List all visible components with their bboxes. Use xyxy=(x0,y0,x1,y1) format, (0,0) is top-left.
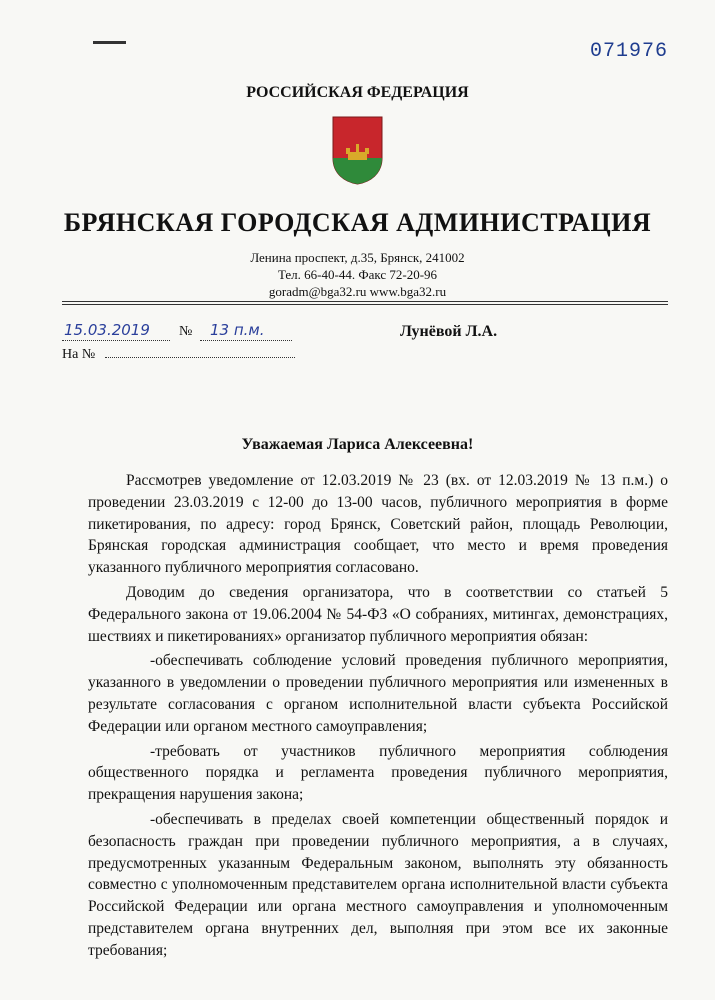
paragraph-obligations-intro: Доводим до сведения организатора, что в соответствии со статьей 5 Федерального закона от 19.06.2004 № 54-ФЗ «О собраниях, митингах, демонстрациях, шествиях и пикетированиях» организатор публичного мероприятия обязан: xyxy=(88,583,668,645)
registration-line xyxy=(62,321,292,343)
phone-line: Тел. 66-40-44. Факс 72-20-96 xyxy=(277,267,438,282)
country-title: РОССИЙСКАЯ ФЕДЕРАЦИЯ xyxy=(246,84,469,101)
header-rule-second xyxy=(62,304,668,305)
header-rule xyxy=(62,301,668,302)
letter-body xyxy=(88,470,668,965)
reference-underline xyxy=(105,357,295,358)
obligation-item: -обеспечивать в пределах своей компетенции общественный порядок и безопасность граждан при проведении публичного мероприятия, а в случаях, предусмотренных указанным Федеральным законом, выполнять эту обязанность совместно с уполномоченным представителем органа исполнительной власти субъекта Российской Федерации или органа местного самоуправления и уполномоченным представителем органа внутренних дел, выполняя при этом все их законные требования; xyxy=(88,810,668,959)
address-line: Ленина проспект, д.35, Брянск, 241002 xyxy=(250,250,465,265)
reference-line xyxy=(62,347,295,363)
bryansk-coat-of-arms-icon xyxy=(330,114,385,186)
greeting: Уважаемая Лариса Алексеевна! xyxy=(241,436,474,453)
document-number-stamp: 071976 xyxy=(589,40,668,63)
reference-label: На № xyxy=(62,347,96,362)
obligation-item: -обеспечивать соблюдение условий проведения публичного мероприятия, указанного в уведомлении о проведении публичного мероприятия или измененных в результате согласования с органом исполнительной власти субъекта Российской Федерации или органом местного самоуправления; xyxy=(88,652,668,735)
handwritten-date: 15.03.2019 xyxy=(64,321,150,339)
recipient-name: Лунёвой Л.А. xyxy=(400,323,498,340)
corner-mark xyxy=(93,41,126,44)
number-sign: № xyxy=(179,324,193,339)
date-underline xyxy=(62,340,170,342)
email-web-line: goradm@bga32.ru www.bga32.ru xyxy=(268,284,447,299)
organization-title: БРЯНСКАЯ ГОРОДСКАЯ АДМИНИСТРАЦИЯ xyxy=(63,208,652,237)
number-underline xyxy=(200,340,292,342)
paragraph-notice: Рассмотрев уведомление от 12.03.2019 № 23 (вх. от 12.03.2019 № 13 п.м.) о проведении 23.03.2019 с 12-00 до 13-00 часов, публичного мероприятия в форме пикетирования, по адресу: город Брянск, Советский район, площадь Революции, Брянская городская администрация сообщает, что место и время проведения указанного публичного мероприятия согласовано. xyxy=(88,472,668,577)
obligation-item: -требовать от участников публичного мероприятия соблюдения общественного порядка и регламента проведения публичного мероприятия, прекращения нарушения закона; xyxy=(88,742,668,804)
handwritten-number: 13 п.м. xyxy=(210,321,265,339)
